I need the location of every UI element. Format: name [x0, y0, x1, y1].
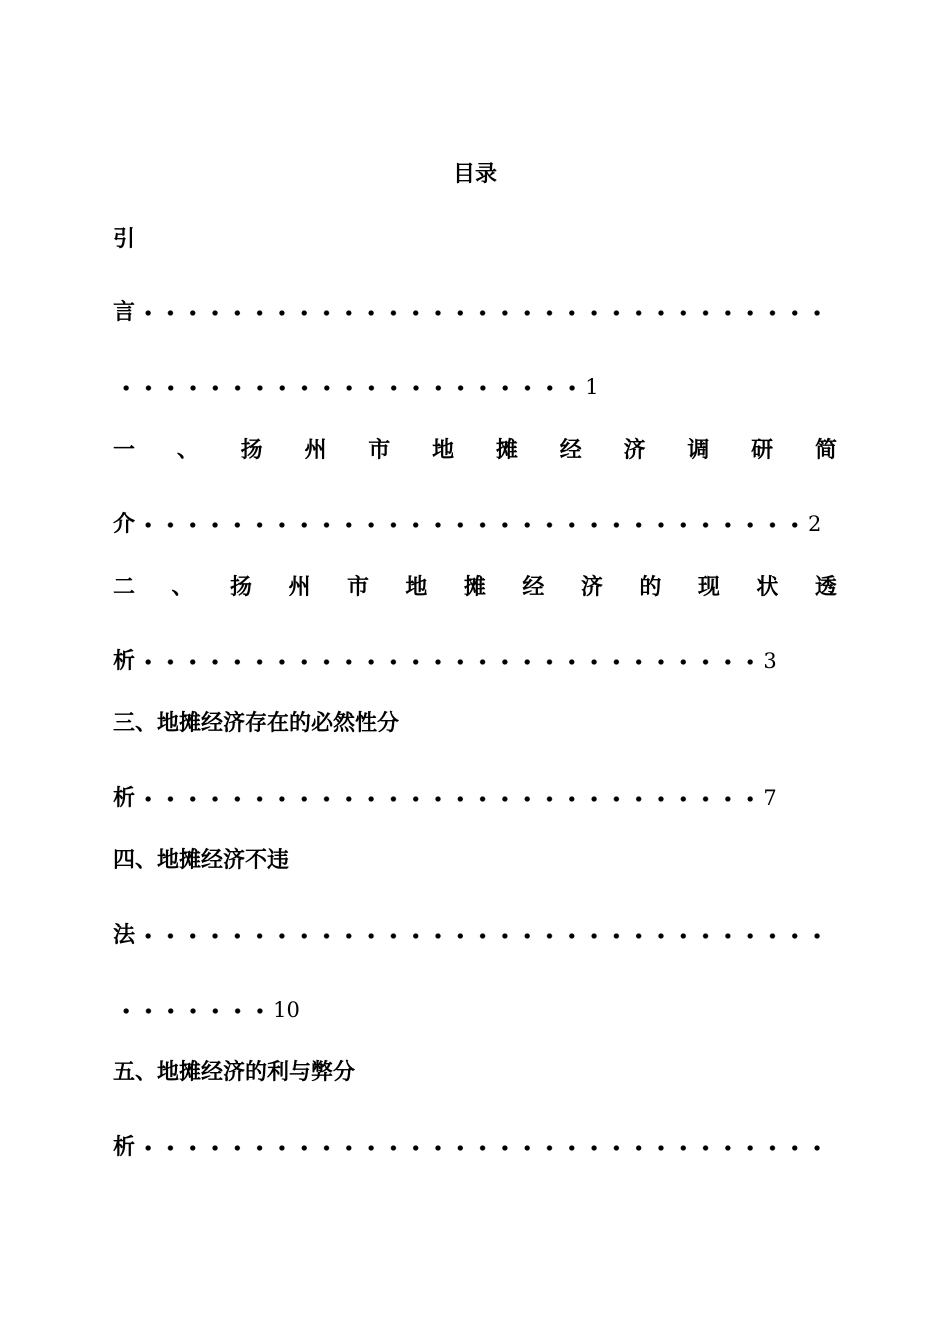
toc-heading-char: 调 — [687, 437, 710, 463]
page-title: 目录 — [452, 161, 497, 187]
toc-line — [113, 846, 289, 874]
toc-line — [113, 996, 300, 1024]
toc-page-number: 2 — [808, 512, 822, 536]
toc-line — [113, 647, 777, 675]
toc-line — [113, 709, 399, 737]
leader-dots — [137, 521, 806, 529]
toc-line — [113, 921, 830, 949]
leader-dots — [137, 309, 828, 317]
toc-line — [113, 225, 135, 253]
toc-page-number: 1 — [585, 375, 599, 399]
toc-heading-char: 二 — [113, 574, 136, 600]
toc-heading-char: 摊 — [495, 437, 518, 463]
toc-heading-char: 地 — [432, 437, 455, 463]
toc-page-number: 7 — [763, 786, 777, 810]
toc-heading-spread — [113, 436, 837, 464]
toc-line — [113, 298, 830, 326]
toc-text: 法 — [113, 922, 136, 948]
leader-dots — [137, 795, 761, 803]
toc-heading-char: 简 — [814, 437, 837, 463]
toc-line — [113, 784, 777, 812]
toc-heading-char: 一 — [113, 437, 136, 463]
toc-text: 析 — [113, 648, 136, 674]
toc-heading-char: 州 — [288, 574, 311, 600]
toc-line — [113, 510, 821, 538]
toc-line — [113, 1133, 830, 1161]
toc-heading-spread — [113, 573, 837, 601]
toc-text: 五、地摊经济的利与弊分 — [113, 1059, 356, 1085]
leader-dots — [115, 384, 583, 392]
toc-heading-char: 州 — [304, 437, 327, 463]
toc-text: 析 — [113, 785, 136, 811]
toc-heading-char: 、 — [176, 437, 199, 463]
toc-heading-char: 扬 — [229, 574, 252, 600]
toc-heading-char: 经 — [559, 437, 582, 463]
toc-heading-char: 市 — [346, 574, 369, 600]
toc-text: 引 — [113, 226, 136, 252]
toc-heading-char: 状 — [756, 574, 779, 600]
toc-heading-char: 扬 — [240, 437, 263, 463]
toc-heading-char: 市 — [368, 437, 391, 463]
toc-heading-char: 透 — [814, 574, 837, 600]
toc-text: 言 — [113, 299, 136, 325]
toc-line — [113, 1058, 355, 1086]
toc-text: 三、地摊经济存在的必然性分 — [113, 710, 400, 736]
toc-page-number: 10 — [273, 998, 300, 1022]
toc-line — [113, 373, 599, 401]
toc-heading-char: 的 — [639, 574, 662, 600]
toc-heading-char: 地 — [405, 574, 428, 600]
toc-heading-char: 济 — [623, 437, 646, 463]
toc-text: 析 — [113, 1134, 136, 1160]
leader-dots — [137, 658, 761, 666]
toc-heading-char: 济 — [580, 574, 603, 600]
leader-dots — [137, 1144, 828, 1152]
toc-heading-char: 经 — [522, 574, 545, 600]
toc-text: 四、地摊经济不违 — [113, 847, 290, 873]
toc-heading-char: 现 — [697, 574, 720, 600]
toc-heading-char: 摊 — [463, 574, 486, 600]
toc-heading-char: 、 — [171, 574, 194, 600]
leader-dots — [137, 932, 828, 940]
toc-page-number: 3 — [763, 649, 777, 673]
toc-heading-char: 研 — [751, 437, 774, 463]
toc-text: 介 — [113, 511, 136, 537]
leader-dots — [115, 1007, 271, 1015]
